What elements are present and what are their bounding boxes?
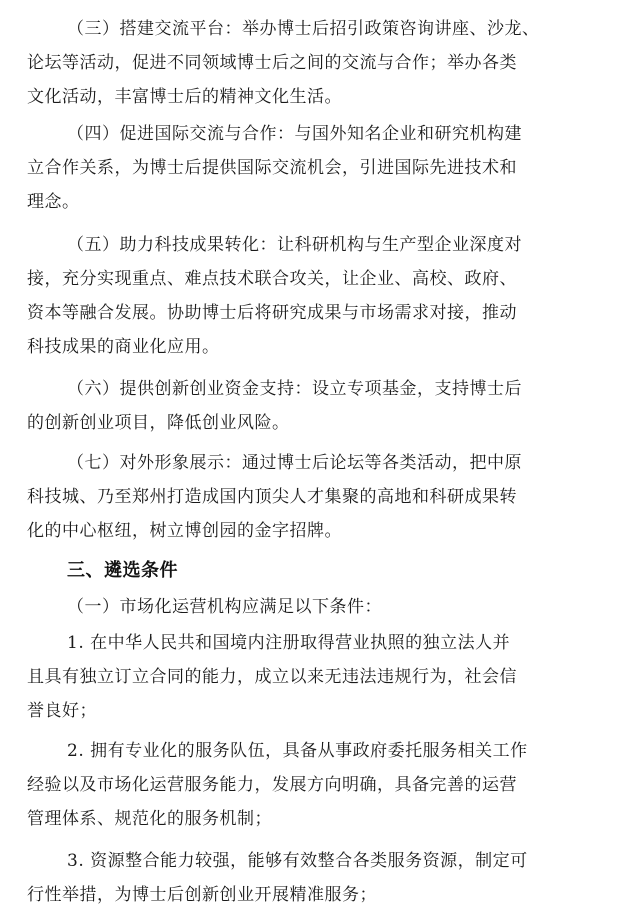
condition-1-item-1-line-2: 且具有独立订立合同的能力，成立以来无违法违规行为，社会信 xyxy=(27,667,517,687)
paragraph-5-line-1: （五）助力科技成果转化：让科研机构与生产型企业深度对 xyxy=(67,235,522,255)
condition-1-item-3-line-1: 3. 资源整合能力较强，能够有效整合各类服务资源，制定可 xyxy=(67,851,528,871)
paragraph-6-line-2: 的创新创业项目，降低创业风险。 xyxy=(27,413,290,433)
paragraph-7-line-2: 科技城、乃至郑州打造成国内顶尖人才集聚的高地和科研成果转 xyxy=(27,487,517,507)
condition-1-item-1-line-3: 誉良好； xyxy=(27,701,97,721)
paragraph-5-line-3: 资本等融合发展。协助博士后将研究成果与市场需求对接，推动 xyxy=(27,303,517,323)
condition-1-item-1-line-1: 1. 在中华人民共和国境内注册取得营业执照的独立法人并 xyxy=(67,633,511,653)
paragraph-4-line-3: 理念。 xyxy=(27,192,80,212)
paragraph-7-line-3: 化的中心枢纽，树立博创园的金字招牌。 xyxy=(27,521,342,541)
paragraph-4-line-2: 立合作关系，为博士后提供国际交流机会，引进国际先进技术和 xyxy=(27,158,517,178)
condition-1-item-2-line-1: 2. 拥有专业化的服务队伍，具备从事政府委托服务相关工作 xyxy=(67,741,528,761)
condition-1-item-2-line-3: 管理体系、规范化的服务机制； xyxy=(27,809,272,829)
section-heading: 三、遴选条件 xyxy=(67,560,178,581)
paragraph-5-line-4: 科技成果的商业化应用。 xyxy=(27,337,220,357)
paragraph-5-line-2: 接，充分实现重点、难点技术联合攻关，让企业、高校、政府、 xyxy=(27,269,517,289)
paragraph-4-line-1: （四）促进国际交流与合作：与国外知名企业和研究机构建 xyxy=(67,124,522,144)
condition-1-item-2-line-2: 经验以及市场化运营服务能力，发展方向明确，具备完善的运营 xyxy=(27,775,517,795)
paragraph-3-line-1: （三）搭建交流平台：举办博士后招引政策咨询讲座、沙龙、 xyxy=(67,19,540,39)
paragraph-6-line-1: （六）提供创新创业资金支持：设立专项基金，支持博士后 xyxy=(67,379,522,399)
paragraph-7-line-1: （七）对外形象展示：通过博士后论坛等各类活动，把中原 xyxy=(67,453,522,473)
condition-1-intro: （一）市场化运营机构应满足以下条件： xyxy=(67,597,382,617)
condition-1-item-3-line-2: 行性举措，为博士后创新创业开展精准服务； xyxy=(27,885,377,905)
paragraph-3-line-2: 论坛等活动，促进不同领域博士后之间的交流与合作；举办各类 xyxy=(27,53,517,73)
paragraph-3-line-3: 文化活动，丰富博士后的精神文化生活。 xyxy=(27,87,342,107)
